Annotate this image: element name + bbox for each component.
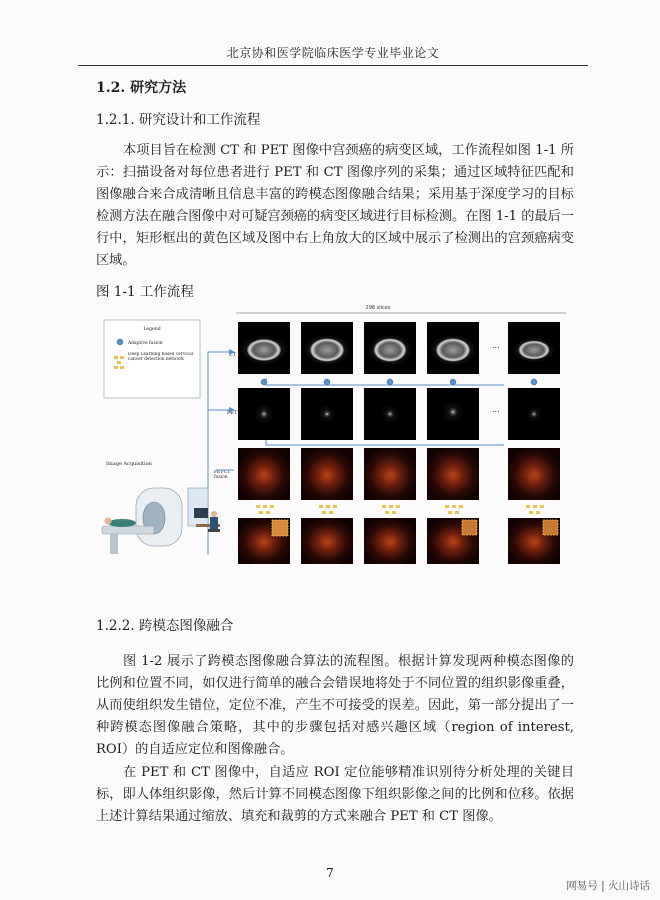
watermark: 网易号 | 火山诗话 (566, 880, 650, 892)
ellipsis-ct: ... (492, 341, 500, 350)
subsection-heading-1: 1.2.1. 研究设计和工作流程 (96, 112, 261, 128)
scanner-illustration (102, 488, 182, 554)
legend-title: Legend (143, 327, 161, 332)
running-header: 北京协和医学院临床医学专业毕业论文 (78, 44, 588, 66)
row-label-fusion: PET-CT fusion (214, 470, 231, 481)
adaptive-fusion-legend-icon (117, 339, 123, 345)
slices-label: 298 slices (365, 305, 391, 311)
row-label-pet: PET (227, 410, 238, 416)
detection-network-icons (256, 505, 544, 514)
image-acquisition-label: Image Acquisition (106, 461, 152, 467)
paragraph-2: 图 1-2 展示了跨模态图像融合算法的流程图。根据计算发现两种模态图像的比例和位置不同，如仅进行简单的融合会错误地将处于不同位置的组织影像重叠，从而使组织发生错位，定位不准，产生不可接受的误差。因此，第一部分提出了一种跨模态图像融合策略，其中的步骤包括对感兴趣区域（region of interest, ROI）的自适应定位和图像融合。 (96, 654, 574, 757)
ct-slices (238, 322, 560, 374)
fusion-slices (238, 448, 560, 500)
workflow-diagram (96, 300, 576, 565)
operator-workstation (188, 488, 220, 532)
section-heading: 1.2. 研究方法 (96, 80, 187, 96)
row-label-ct: CT (229, 352, 237, 358)
workflow-figure (96, 300, 576, 565)
pet-slices (238, 388, 560, 440)
figure-caption: 图 1-1 工作流程 (96, 284, 194, 300)
paragraph-1: 本项目旨在检测 CT 和 PET 图像中宫颈癌的病变区域，工作流程如图 1-1 所示：扫描设备对每位患者进行 PET 和 CT 图像序列的采集；通过区域特征匹配和图像融合来合成清晰且信息丰富的跨模态图像融合结果；采用基于深度学习的目标检测方法在融合图像中对可疑宫颈癌的病变区域进行目标检测。在图 1-1 的最后一行中，矩形框出的黄色区域及图中右上角放大的区域中展示了检测出的宫颈癌病变区域。 (96, 143, 574, 268)
subsection-heading-2: 1.2.2. 跨模态图像融合 (96, 618, 234, 634)
ellipsis-pet: ... (492, 405, 500, 414)
detection-result-slices (238, 518, 560, 564)
adaptive-fusion-nodes (261, 379, 537, 385)
legend-item-detection-network: Deep Learning based cervical cancer detection network (128, 352, 194, 363)
paragraph-3: 在 PET 和 CT 图像中，自适应 ROI 定位能够精准识别待分析处理的关键目标，即人体组织影像，然后计算不同模态图像下组织影像之间的比例和位移。依据上述计算结果通过缩放、填充和裁剪的方式来融合 PET 和 CT 图像。 (96, 765, 574, 824)
page-number: 7 (326, 866, 334, 880)
legend-item-adaptive-fusion: Adaptive fusion (128, 341, 163, 346)
